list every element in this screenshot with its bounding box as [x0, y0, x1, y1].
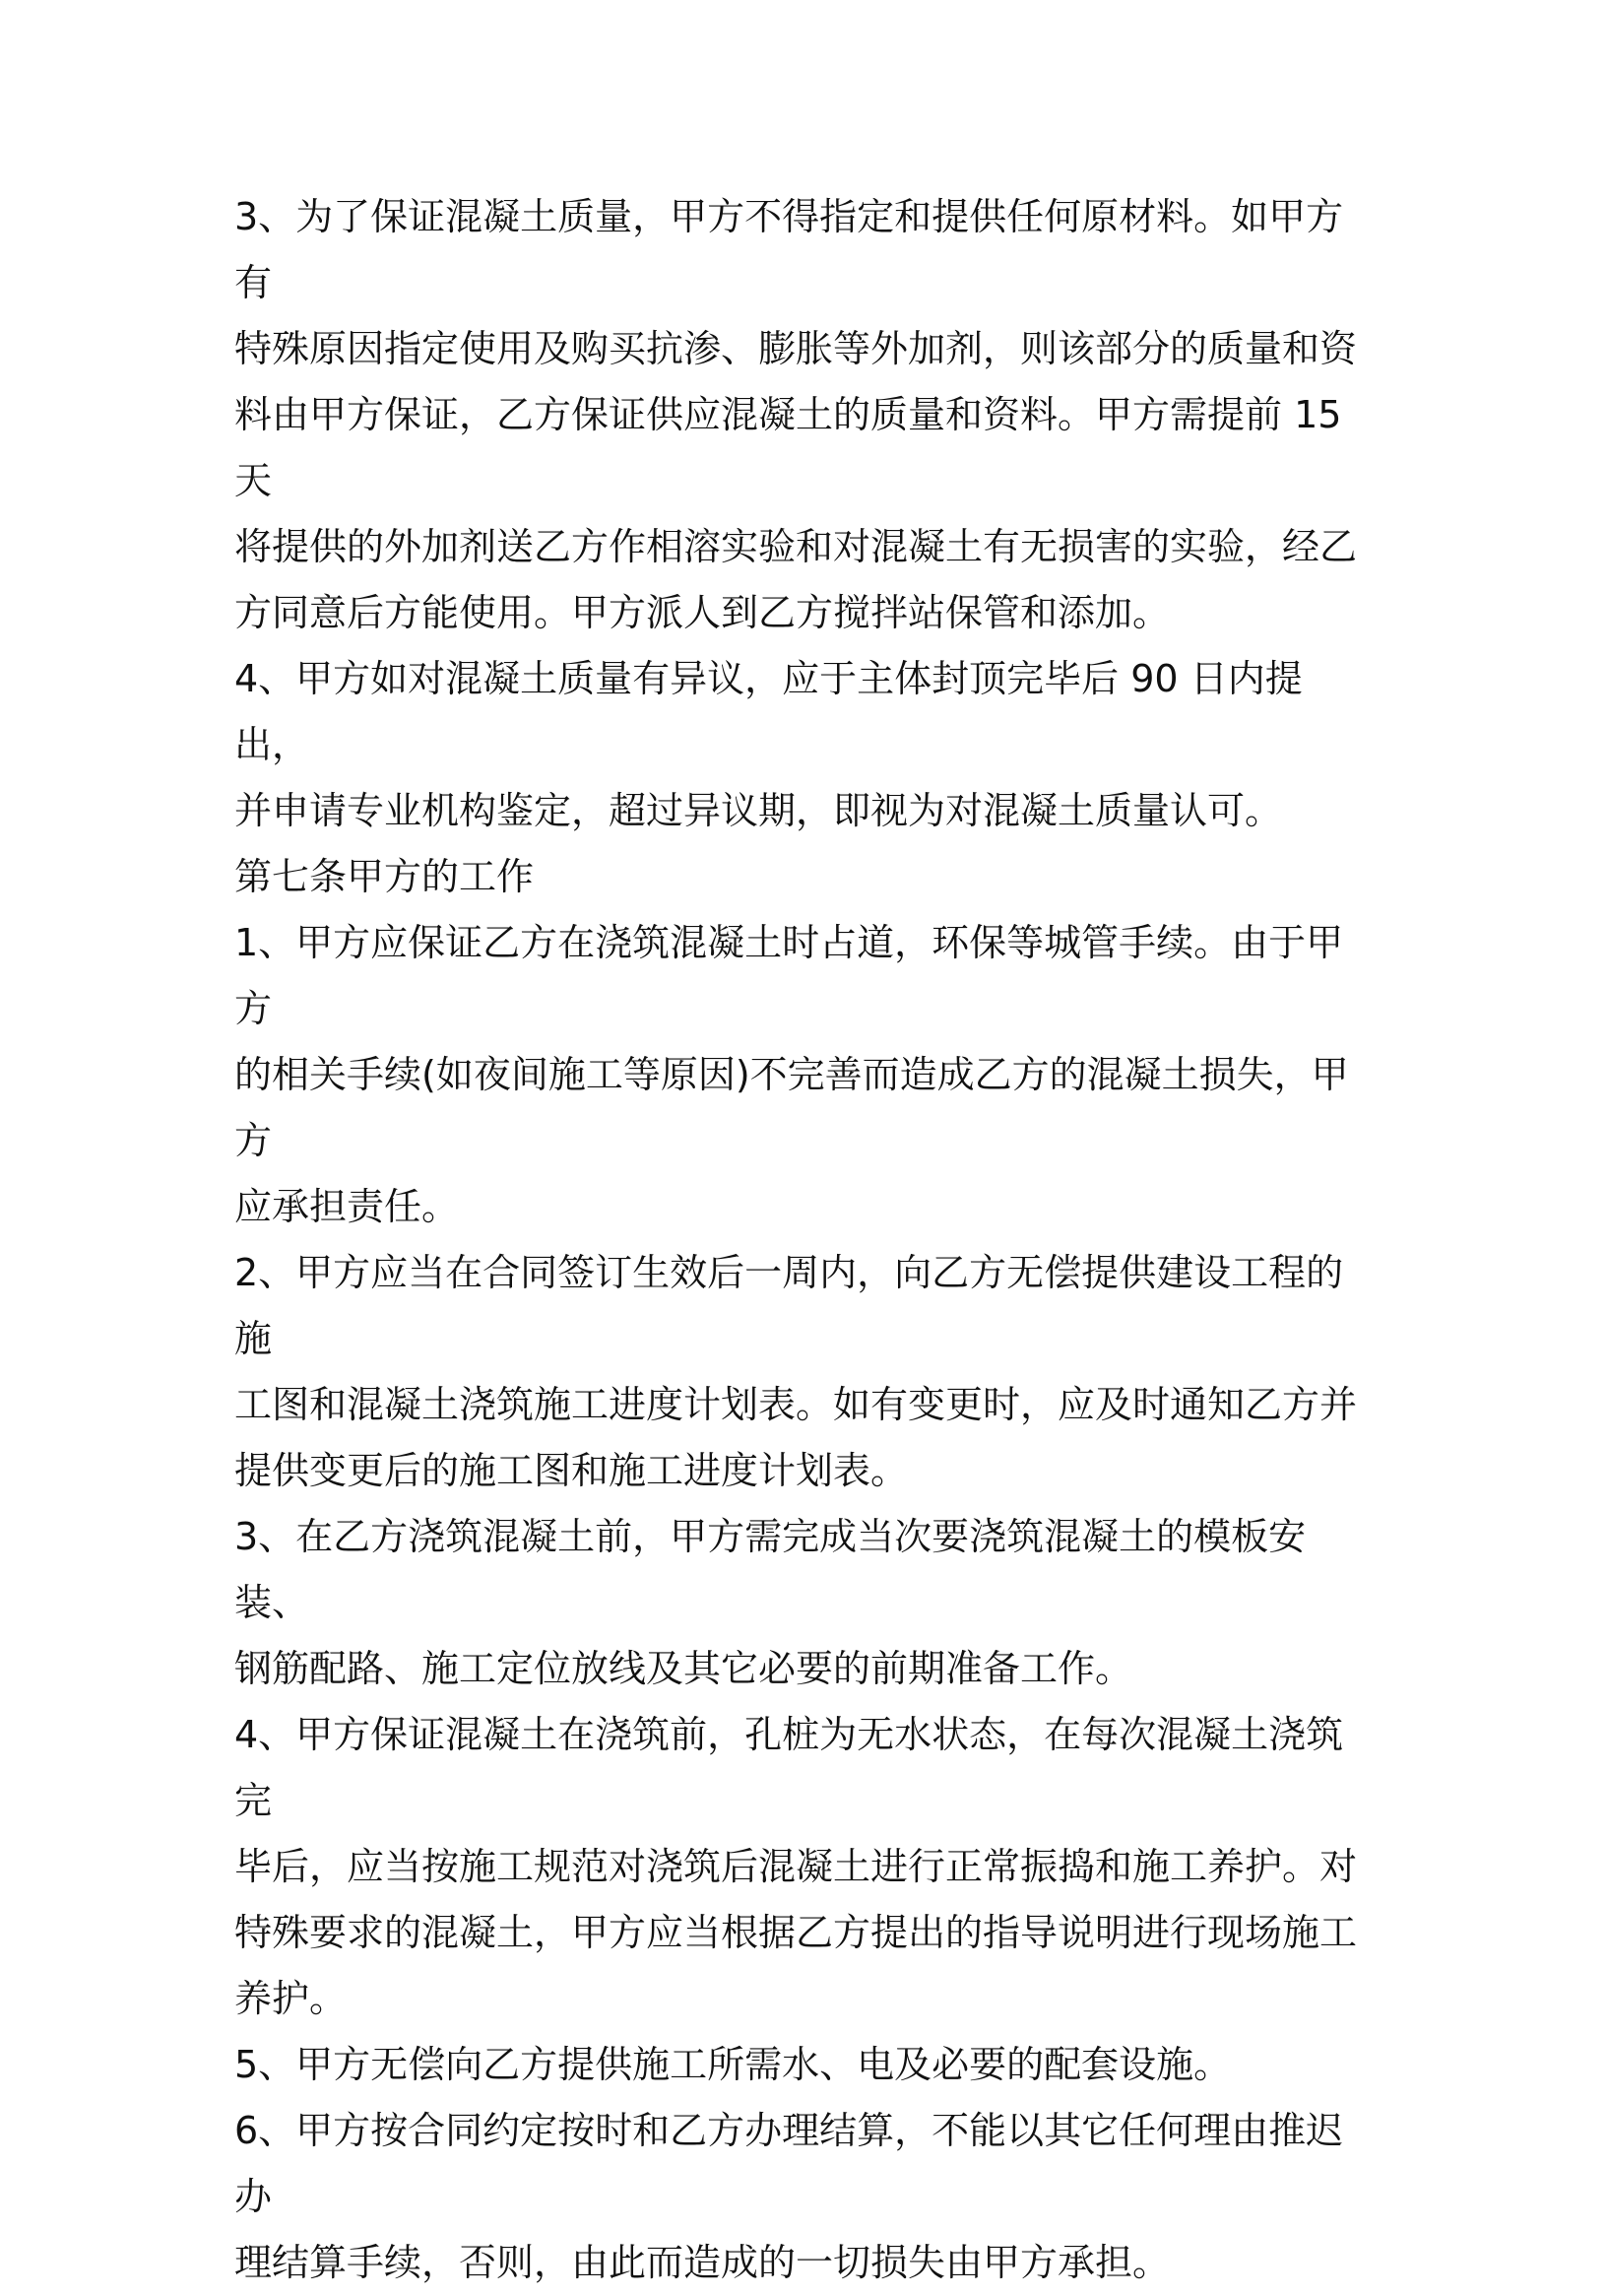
clause-paragraph: 3、在乙方浇筑混凝土前，甲方需完成当次要浇筑混凝土的模板安装、 钢筋配路、施工定位放线及其它必要的前期准备工作。: [234, 1515, 1307, 1690]
document-page: [234, 184, 1367, 2296]
clause-paragraph: 5、甲方无偿向乙方提供施工所需水、电及必要的配套设施。: [234, 2043, 1232, 2086]
section-heading: 第七条甲方的工作: [234, 855, 535, 898]
clause-paragraph: 4、甲方如对混凝土质量有异议，应于主体封顶完毕后 90 日内提出， 并申请专业机构鉴定，超过异议期，即视为对混凝土质量认可。: [234, 657, 1303, 832]
clause-paragraph: 3、为了保证混凝土质量，甲方不得指定和提供任何原材料。如甲方有 特殊原因指定使用及购买抗渗、膨胀等外加剂，则该部分的质量和资 料由甲方保证，乙方保证供应混凝土的质量和资料。甲方需提前 15 天 将提供的外加剂送乙方作相溶实验和对混凝土有无损害的实验，经乙 方同意后方能使用。甲方派人到乙方搅拌站保管和添加。: [234, 195, 1358, 634]
clause-paragraph: 1、甲方应保证乙方在浇筑混凝土时占道，环保等城管手续。由于甲方 的相关手续(如夜间施工等原因)不完善而造成乙方的混凝土损失，甲方 应承担责任。: [234, 921, 1349, 1228]
clause-paragraph: 6、甲方按合同约定按时和乙方办理结算，不能以其它任何理由推迟办 理结算手续，否则，由此而造成的一切损失由甲方承担。: [234, 2109, 1344, 2284]
clause-paragraph: 4、甲方保证混凝土在浇筑前，孔桩为无水状态，在每次混凝土浇筑完 毕后，应当按施工规范对浇筑后混凝土进行正常振捣和施工养护。对 特殊要求的混凝土，甲方应当根据乙方提出的指导说明进行现场施工 养护。: [234, 1713, 1358, 2020]
clause-paragraph: 2、甲方应当在合同签订生效后一周内，向乙方无偿提供建设工程的施 工图和混凝土浇筑施工进度计划表。如有变更时，应及时通知乙方并 提供变更后的施工图和施工进度计划表。: [234, 1251, 1358, 1492]
